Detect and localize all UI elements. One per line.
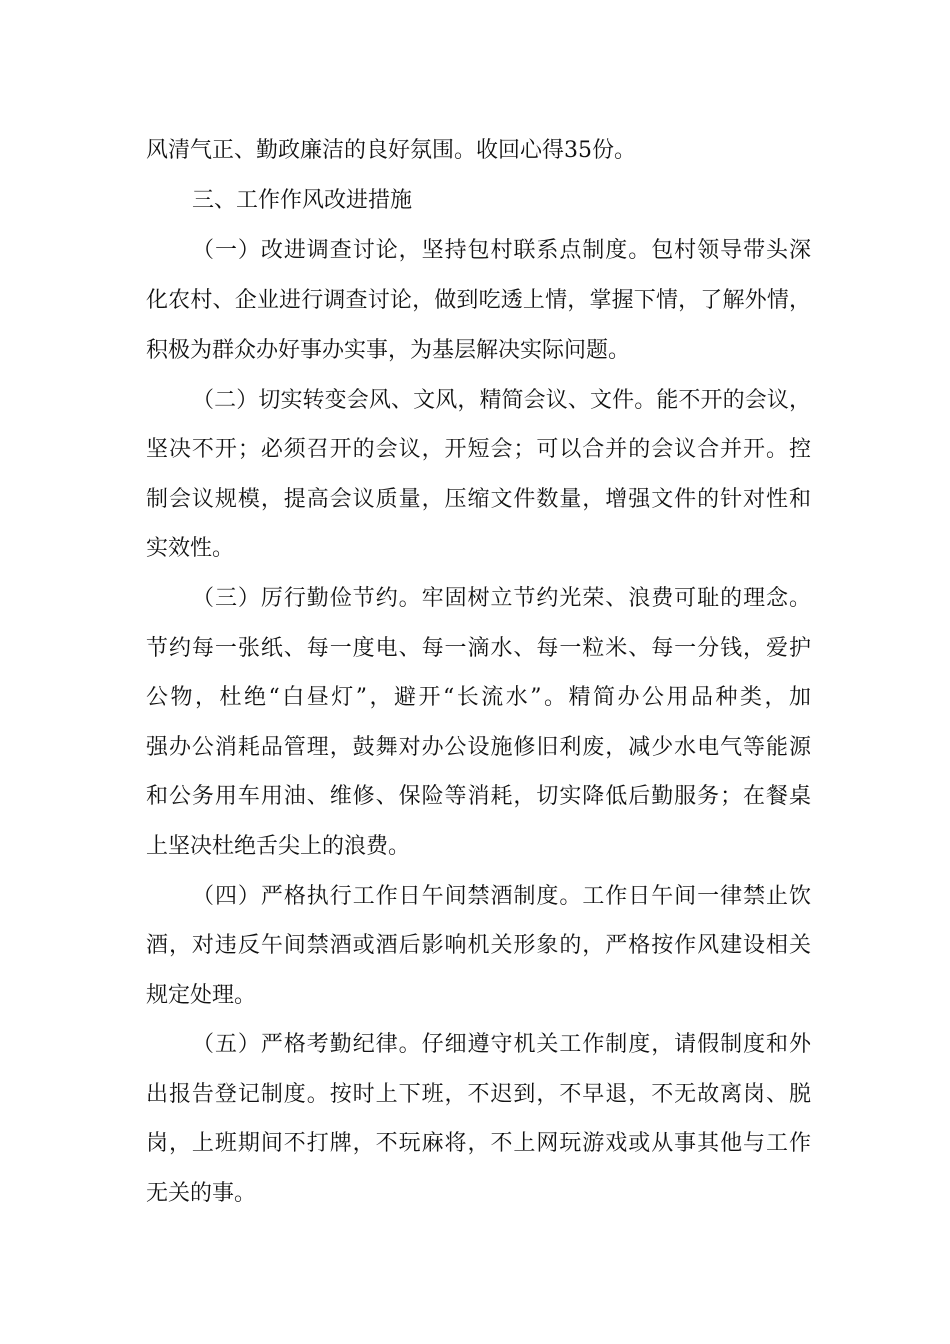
text-line: 酒，对违反午间禁酒或酒后影响机关形象的，严格按作风建设相关	[146, 933, 811, 958]
text-line: （三）厉行勤俭节约。牢固树立节约光荣、浪费可耻的理念。	[192, 586, 811, 611]
text-line: （五）严格考勤纪律。仔细遵守机关工作制度，请假制度和外	[192, 1032, 811, 1057]
text-line: 上坚决杜绝舌尖上的浪费。	[146, 834, 411, 859]
text-line: 出报告登记制度。按时上下班，不迟到，不早退，不无故离岗、脱	[146, 1082, 811, 1107]
text-line: 化农村、企业进行调查讨论，做到吃透上情，掌握下情，了解外情，	[146, 288, 811, 313]
text-line: 强办公消耗品管理，鼓舞对办公设施修旧利废，减少水电气等能源	[146, 735, 811, 760]
text-line: 坚决不开；必须召开的会议，开短会；可以合并的会议合并开。控	[146, 437, 811, 462]
text-line: 规定处理。	[146, 983, 257, 1008]
text-line: 制会议规模，提高会议质量，压缩文件数量，增强文件的针对性和	[146, 487, 811, 512]
text-line: （二）切实转变会风、文风，精简会议、文件。能不开的会议，	[192, 388, 811, 413]
text-line: 无关的事。	[146, 1181, 257, 1206]
text-line: （四）严格执行工作日午间禁酒制度。工作日午间一律禁止饮	[192, 884, 811, 909]
text-line: 岗，上班期间不打牌，不玩麻将，不上网玩游戏或从事其他与工作	[146, 1131, 811, 1156]
text-line: 和公务用车用油、维修、保险等消耗，切实降低后勤服务；在餐桌	[146, 784, 811, 809]
section-heading: 三、工作作风改进措施	[192, 188, 413, 213]
text-line: 节约每一张纸、每一度电、每一滴水、每一粒米、每一分钱，爱护	[146, 636, 811, 661]
text-line: 风清气正、勤政廉洁的良好氛围。收回心得35份。	[146, 138, 636, 163]
text-line: （一）改进调查讨论，坚持包村联系点制度。包村领导带头深	[192, 238, 811, 263]
text-line: 积极为群众办好事办实事，为基层解决实际问题。	[146, 338, 631, 363]
text-line: 实效性。	[146, 536, 235, 561]
text-line: 公物，杜绝“白昼灯”，避开“长流水”。精简办公用品种类，加	[146, 685, 811, 710]
